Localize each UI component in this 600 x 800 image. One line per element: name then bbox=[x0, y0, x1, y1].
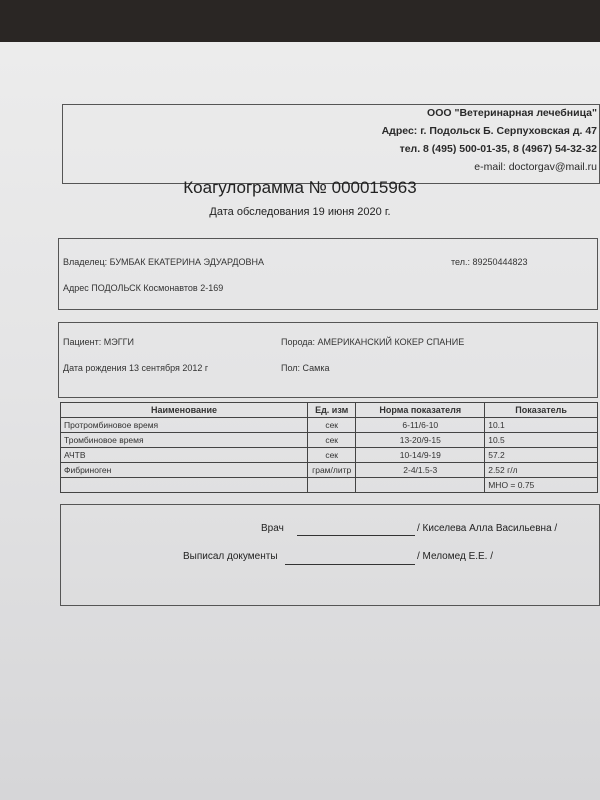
exam-date: Дата обследования 19 июня 2020 г. bbox=[209, 206, 391, 218]
clinic-email: e-mail: doctorgav@mail.ru bbox=[474, 161, 597, 173]
doctor-label: Врач bbox=[261, 523, 284, 534]
inr-value: МНО = 0.75 bbox=[485, 478, 598, 493]
owner-name: Владелец: БУМБАК ЕКАТЕРИНА ЭДУАРДОВНА bbox=[63, 257, 265, 267]
header-norm: Норма показателя bbox=[356, 403, 485, 418]
document-title: Коагулограмма № 000015963 bbox=[183, 178, 417, 197]
test-norm: 2-4/1.5-3 bbox=[356, 463, 485, 478]
test-unit: грам/литр bbox=[308, 463, 356, 478]
patient-section bbox=[58, 322, 598, 398]
header-name: Наименование bbox=[61, 403, 308, 418]
test-name: Тромбиновое время bbox=[61, 433, 308, 448]
patient-birth-date: Дата рождения 13 сентября 2012 г bbox=[63, 363, 209, 373]
clinic-name: ООО "Ветеринарная лечебница" bbox=[427, 107, 597, 119]
table-row bbox=[61, 463, 598, 478]
header-value: Показатель bbox=[485, 403, 598, 418]
patient-name: Пациент: МЭГГИ bbox=[63, 337, 134, 347]
table-row bbox=[61, 418, 598, 433]
patient-sex: Пол: Самка bbox=[281, 363, 330, 373]
owner-phone: тел.: 89250444823 bbox=[451, 257, 528, 267]
results-table bbox=[60, 402, 598, 493]
issuer-name: / Меломед Е.Е. / bbox=[417, 551, 494, 562]
test-norm: 13-20/9-15 bbox=[356, 433, 485, 448]
test-unit: сек bbox=[308, 433, 356, 448]
empty-cell bbox=[356, 478, 485, 493]
issuer-signature-line bbox=[285, 564, 415, 565]
clinic-header bbox=[62, 104, 600, 184]
clinic-address: Адрес: г. Подольск Б. Серпуховская д. 47 bbox=[381, 125, 597, 137]
document-page bbox=[0, 42, 600, 800]
header-unit: Ед. изм bbox=[308, 403, 356, 418]
table-row bbox=[61, 478, 598, 493]
owner-address: Адрес ПОДОЛЬСК Космонавтов 2-169 bbox=[63, 283, 224, 293]
owner-section bbox=[58, 238, 598, 310]
table-row bbox=[61, 448, 598, 463]
test-value: 10.5 bbox=[485, 433, 598, 448]
test-name: Фибриноген bbox=[61, 463, 308, 478]
patient-breed: Порода: АМЕРИКАНСКИЙ КОКЕР СПАНИЕ bbox=[281, 337, 465, 347]
signature-section bbox=[60, 504, 600, 606]
test-value: 10.1 bbox=[485, 418, 598, 433]
test-norm: 10-14/9-19 bbox=[356, 448, 485, 463]
doctor-signature-line bbox=[297, 535, 415, 536]
clinic-phone: тел. 8 (495) 500-01-35, 8 (4967) 54-32-32 bbox=[399, 143, 597, 155]
table-header-row bbox=[61, 403, 598, 418]
issuer-label: Выписал документы bbox=[183, 551, 278, 562]
test-value: 57.2 bbox=[485, 448, 598, 463]
test-value: 2.52 г/л bbox=[485, 463, 598, 478]
test-name: АЧТВ bbox=[61, 448, 308, 463]
empty-cell bbox=[308, 478, 356, 493]
empty-cell bbox=[61, 478, 308, 493]
test-norm: 6-11/6-10 bbox=[356, 418, 485, 433]
table-row bbox=[61, 433, 598, 448]
doctor-name: / Киселева Алла Васильевна / bbox=[417, 523, 558, 534]
test-unit: сек bbox=[308, 418, 356, 433]
test-unit: сек bbox=[308, 448, 356, 463]
test-name: Протромбиновое время bbox=[61, 418, 308, 433]
